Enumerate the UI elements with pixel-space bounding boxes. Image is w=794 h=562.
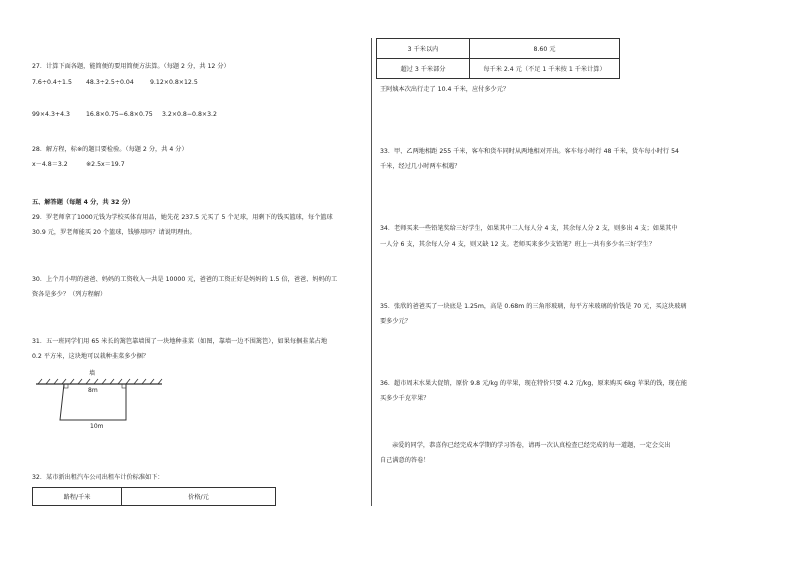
q32-title: 32．某市新出租汽车公司出租车计价标准如下：	[32, 474, 164, 481]
fare-row-1-price: 8.60 元	[470, 39, 620, 59]
top-length-label: 8m	[88, 387, 98, 394]
q28-eq-1: x－4.8＝3.2	[32, 161, 68, 168]
q27-expr-3: 9.12×0.8×12.5	[150, 79, 198, 86]
q34-line-1: 34．老师买来一些铅笔奖给三好学生，如果其中二人每人分 4 支，其余每人分 2 支，则多出 4 支；如果其中	[380, 225, 678, 232]
q36-line-2: 买多少千克苹果？	[380, 395, 430, 402]
closing-line-1: 亲爱的同学，恭喜你已经完成本学期的学习答卷，请再一次认真检查已经完成的每一道题，一定会交出	[392, 442, 671, 449]
header-price: 价格/元	[122, 488, 276, 506]
q30-line-1: 30．上个月小明的爸爸、妈妈的工资收入一共是 10000 元，爸爸的工资正好是妈妈的 1.5 倍，爸爸、妈妈的工	[32, 276, 338, 283]
q27-expr-5: 16.8×0.75−6.8×0.75	[86, 111, 153, 118]
closing-line-2: 自己满意的答卷！	[380, 457, 430, 464]
q29-line-1: 29．罗老师拿了1000元钱为学校买体育用品，她先花 237.5 元买了 5 个足球，用剩下的钱买篮球，每个篮球	[32, 214, 333, 221]
q34-line-2: 一人分 6 支，其余每人分 4 支，则又缺 12 支。老师买来多少支铅笔？班上一共有多少名三好学生？	[380, 241, 656, 248]
fare-row-1-distance: 3 千米以内	[377, 39, 470, 59]
bottom-length-label: 10m	[90, 423, 104, 430]
section-5-title: 五、解答题（每题 4 分，共 32 分）	[32, 199, 134, 206]
q36-line-1: 36．超市周末水果大促销，原价 9.8 元/kg 的苹果，现在特价只要 4.2 元/kg，原来购买 6kg 苹果的钱，现在能	[380, 380, 688, 387]
q27-expr-6: 3.2×0.8−0.8×3.2	[162, 111, 217, 118]
q30-line-2: 资各是多少？（列方程解）	[32, 291, 107, 298]
header-distance: 路程/千米	[33, 488, 122, 506]
q33-line-1: 33．甲、乙两地相距 255 千米，客车和货车同时从两地相对开出。客车每小时行 48 千米，货车每小时行 54	[380, 148, 679, 155]
q28-title: 28．解方程，标※的题目要检验。（每题 2 分，共 4 分）	[32, 146, 188, 153]
column-divider	[371, 38, 372, 506]
q29-line-2: 30.9 元，罗老师能买 20 个篮球，钱够用吗？请说明理由。	[32, 229, 196, 236]
q27-expr-4: 99×4.3+4.3	[32, 111, 70, 118]
fare-table-header	[32, 487, 276, 506]
wall-label: 墙	[89, 370, 96, 377]
q27-expr-1: 7.6÷0.4÷1.5	[32, 79, 72, 86]
fare-row-2-price: 每千米 2.4 元（不足 1 千米按 1 千米计算）	[470, 59, 620, 79]
fence-figure	[32, 366, 172, 430]
fare-table-body	[376, 38, 620, 79]
q27-expr-2: 48.3÷2.5÷0.04	[86, 79, 134, 86]
q31-line-1: 31．五一班同学们用 65 米长的篱笆靠墙围了一块地种韭菜（如图，靠墙一边不围篱笆），如果每捆韭菜占地	[32, 338, 328, 345]
q32-question: 王阿姨本次出行走了 10.4 千米，应付多少元？	[380, 86, 510, 93]
fare-row-2-distance: 超过 3 千米部分	[377, 59, 470, 79]
q35-line-1: 35．张欣的爸爸买了一块底是 1.25m，高是 0.68m 的三角形玻璃，每平方米玻璃的价钱是 70 元，买这块玻璃	[380, 303, 687, 310]
q33-line-2: 千米，经过几小时两车相遇？	[380, 163, 461, 170]
q31-line-2: 0.2 平方米，这块地可以栽种韭菜多少捆？	[32, 353, 149, 360]
q28-eq-2: ※2.5x＝19.7	[86, 161, 125, 168]
q27-title: 27．计算下面各题，能简便的要用简便方法算。（每题 2 分，共 12 分）	[32, 63, 230, 70]
q35-line-2: 要多少元？	[380, 318, 411, 325]
